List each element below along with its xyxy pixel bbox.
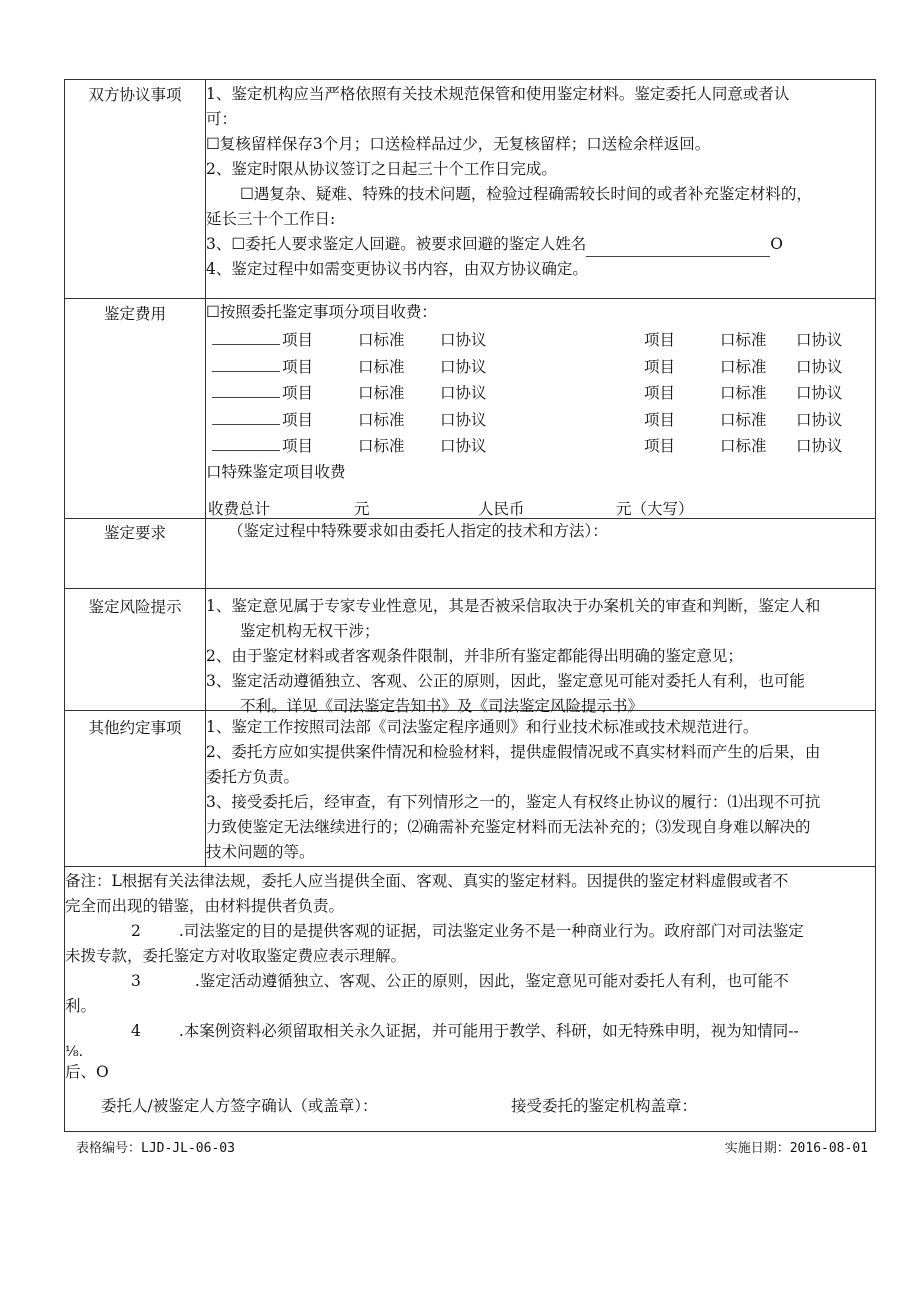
fee-item-blank[interactable] [212,326,280,345]
fee-content [206,300,874,517]
fee-item-blank[interactable] [212,406,280,425]
fee-item-label: 项目 [644,331,676,349]
note-line: 后、O [65,1063,109,1081]
risk-line: 3、鉴定活动遵循独立、客观、公正的原则，因此，鉴定意见可能对委托人有利，也可能 [206,672,805,690]
other-line: 2、委托方应如实提供案件情况和检验材料，提供虚假情况或不真实材料而产生的后果，由 [206,743,821,761]
risk-line: 鉴定机构无权干涉； [240,622,380,640]
note-number: 2 [131,922,141,940]
requirements-label: 鉴定要求 [103,524,166,542]
risk-content [206,594,874,719]
form-number: 表格编号：LJD-JL-06-03 [76,1141,235,1156]
fee-item-row [206,328,874,355]
agreement-line: 4、鉴定过程中如需变更协议书内容，由双方协议确定。 [206,260,588,278]
note-text: .本案例资料必须留取相关永久证据，并可能用于教学、科研，如无特殊申明，视为知情同-- [178,1022,799,1040]
implementation-date: 实施日期：2016-08-01 [724,1141,868,1156]
agreement-line: 1、鉴定机构应当严格依照有关技术规范保管和使用鉴定材料。鉴定委托人同意或者认 [206,85,790,103]
fee-total-row [206,497,874,518]
fee-standard-option[interactable]: 口标准 [358,437,405,455]
note-line: 未拨专款，委托鉴定方对收取鉴定费应表示理解。 [65,947,407,965]
fee-item-label: 项目 [644,410,676,429]
other-line: 3、接受委托后，经审查，有下列情形之一的，鉴定人有权终止协议的履行：⑴出现不可抗 [206,793,821,811]
note-line [65,1019,875,1044]
fee-total-caps: 元（大写） [616,499,694,517]
fee-item-label: 项目 [282,410,314,429]
other-line: 力致使鉴定无法继续进行的；⑵确需补充鉴定材料而无法补充的；⑶发现自身难以解决的 [206,818,811,836]
note-line [65,969,875,994]
row-divider [65,298,875,299]
fee-label: 鉴定费用 [103,305,166,323]
signature-client[interactable]: 委托人/被鉴定人方签字确认（或盖章）： [101,1097,378,1115]
fee-agreement-option[interactable]: 口协议 [796,437,843,455]
note-number: 4 [131,1022,141,1040]
fee-standard-option[interactable]: 口标准 [720,357,767,376]
fee-agreement-option[interactable]: 口协议 [796,331,843,349]
fee-item-row [206,355,874,382]
fee-item-label: 项目 [282,437,314,455]
row-divider [65,588,875,589]
fee-intro: ☐按照委托鉴定事项分项目收费： [206,303,437,321]
note-line: 备注：L根据有关法律法规，委托人应当提供全面、客观、真实的鉴定材料。因提供的鉴定材料虚假或者不 [65,872,789,890]
note-number: 3 [131,972,141,990]
risk-label: 鉴定风险提示 [88,598,182,616]
other-line: 1、鉴定工作按照司法部《司法鉴定程序通则》和行业技术标准或技术规范进行。 [206,718,759,736]
fee-grid [206,328,874,461]
fee-item-blank[interactable] [212,353,280,372]
agreement-label: 双方协议事项 [88,86,182,104]
recusal-end: O [770,235,783,253]
fee-agreement-option[interactable]: 口协议 [796,384,843,402]
agreement-form-table [64,79,876,1132]
fee-total-label: 收费总计 [208,499,271,517]
risk-line: 2、由于鉴定材料或者客观条件限制，并非所有鉴定都能得出明确的鉴定意见； [206,647,743,665]
other-line: 技术问题的等。 [206,843,315,861]
fee-standard-option[interactable]: 口标准 [720,410,767,429]
risk-line: 1、鉴定意见属于专家专业性意见，其是否被采信取决于办案机关的审查和判断，鉴定人和 [206,597,821,615]
fee-item-label: 项目 [282,357,314,376]
fee-item-row [206,408,874,435]
recusal-line [206,232,874,257]
signature-institution[interactable]: 接受委托的鉴定机构盖章： [511,1097,698,1115]
agreement-line: 延长三十个工作日: [206,210,336,228]
agreement-line: 2、鉴定时限从协议签订之日起三十个工作日完成。 [206,160,557,178]
special-fee: 口特殊鉴定项目收费 [206,462,346,481]
row-divider [65,866,875,867]
risk-line: 不利。详见《司法鉴定告知书》及《司法鉴定风险提示书》 [240,697,644,715]
signature-row [65,1094,875,1124]
fee-standard-option[interactable]: 口标准 [720,437,767,455]
agreement-line: ☐复核留样保存3个月；口送检样品过少，无复核留样；口送检余样返回。 [206,135,711,153]
other-content [206,715,874,865]
note-text: .司法鉴定的目的是提供客观的证据，司法鉴定业务不是一种商业行为。政府部门对司法鉴定 [178,922,804,940]
recusal-text: 3、☐委托人要求鉴定人回避。被要求回避的鉴定人姓名 [206,235,587,253]
agreement-line: ☐遇复杂、疑难、特殊的技术问题，检验过程确需较长时间的或者补充鉴定材料的， [240,185,812,203]
fee-agreement-option[interactable]: 口协议 [440,331,487,349]
note-line [65,919,875,944]
agreement-line: 可： [206,110,238,128]
fee-agreement-option[interactable]: 口协议 [440,384,487,402]
fee-standard-option[interactable]: 口标准 [720,331,767,349]
fee-standard-option[interactable]: 口标准 [358,357,405,376]
other-label: 其他约定事项 [88,719,182,737]
requirements-text: （鉴定过程中特殊要求如由委托人指定的技术和方法）： [228,522,608,540]
fee-standard-option[interactable]: 口标准 [358,410,405,429]
fee-total-rmb: 人民币 [478,499,525,517]
fee-agreement-option[interactable]: 口协议 [440,410,487,429]
recusal-name-field[interactable] [586,239,770,257]
fee-agreement-option[interactable]: 口协议 [796,357,843,376]
fee-total-unit: 元 [354,499,370,517]
fee-item-blank[interactable] [212,379,280,398]
agreement-content [206,82,874,282]
fee-item-label: 项目 [282,384,314,402]
fee-agreement-option[interactable]: 口协议 [440,437,487,455]
notes-section [65,869,875,1131]
fee-standard-option[interactable]: 口标准 [358,331,405,349]
fee-item-label: 项目 [644,357,676,376]
fee-item-row [206,381,874,408]
fee-item-label: 项目 [644,384,676,402]
fee-standard-option[interactable]: 口标准 [720,384,767,402]
fee-item-blank[interactable] [212,432,280,451]
fee-item-label: 项目 [644,437,676,455]
note-line: ⅛. [65,1044,84,1060]
other-line: 委托方负责。 [206,768,300,786]
fee-agreement-option[interactable]: 口协议 [796,410,843,429]
note-line: 利。 [65,997,97,1015]
fee-item-label: 项目 [282,331,314,349]
fee-standard-option[interactable]: 口标准 [358,384,405,402]
note-text: .鉴定活动遵循独立、客观、公正的原则，因此，鉴定意见可能对委托人有利，也可能不 [194,972,789,990]
note-line: 完全而出现的错鉴，由材料提供者负责。 [65,897,345,915]
fee-item-row [206,434,874,461]
fee-agreement-option[interactable]: 口协议 [440,357,487,376]
